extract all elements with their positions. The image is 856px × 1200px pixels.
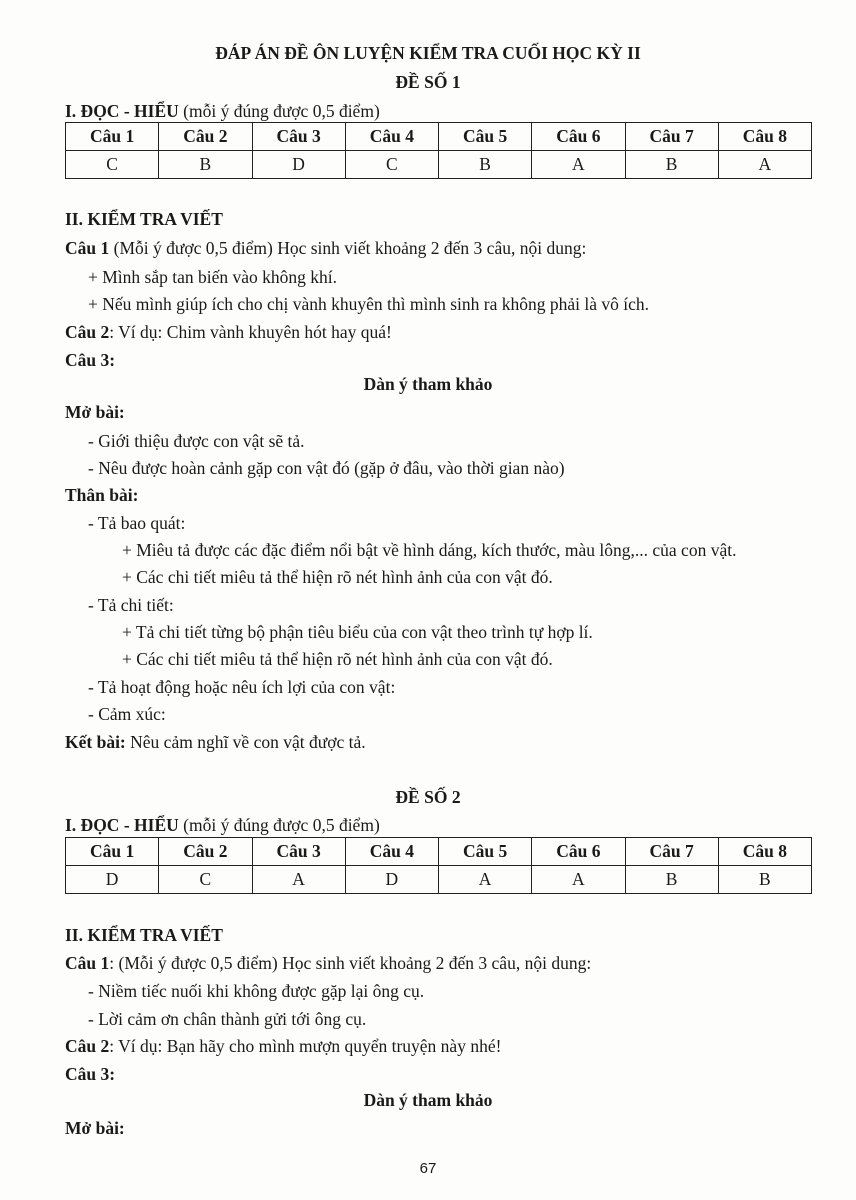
list-item: + Tả chi tiết từng bộ phận tiêu biểu của con vật theo trình tự hợp lí. [122, 622, 593, 642]
answer-cell: C [66, 151, 159, 179]
list-item: - Niềm tiếc nuối khi không được gặp lại ông cụ. [88, 981, 425, 1001]
table-header-cell: Câu 3 [252, 123, 345, 151]
list-item: + Mình sắp tan biến vào không khí. [88, 267, 338, 287]
de2-mo-bai-heading: Mở bài: [65, 1118, 125, 1138]
list-item: - Tả hoạt động hoặc nêu ích lợi của con vật: [88, 677, 396, 697]
page-title: ĐÁP ÁN ĐỀ ÔN LUYỆN KIỂM TRA CUỐI HỌC KỲ II [215, 43, 641, 63]
answer-cell: B [625, 151, 718, 179]
de1-question-3-label: Câu 3: [65, 350, 116, 370]
de2-question-3-label: Câu 3: [65, 1064, 116, 1084]
de2-question-1 [65, 952, 591, 974]
table-header-row [66, 838, 812, 866]
question-text: : (Mỗi ý được 0,5 điểm) Học sinh viết khoảng 2 đến 3 câu, nội dung: [109, 953, 592, 973]
table-header-cell: Câu 1 [66, 123, 159, 151]
de1-reading-section-title [65, 100, 380, 122]
list-item: - Tả chi tiết: [88, 595, 174, 615]
answer-cell: A [439, 866, 532, 894]
de2-heading: ĐỀ SỐ 2 [395, 787, 461, 807]
answer-cell: A [532, 866, 625, 894]
answer-cell: C [159, 866, 252, 894]
de2-writing-section-title: II. KIỂM TRA VIẾT [65, 925, 223, 945]
question-label: Câu 1 [65, 238, 110, 258]
list-item: - Tả bao quát: [88, 513, 186, 533]
table-header-cell: Câu 5 [439, 123, 532, 151]
de2-reading-note: (mỗi ý đúng được 0,5 điểm) [178, 815, 380, 835]
ket-bai-text: Nêu cảm nghĩ về con vật được tả. [125, 732, 366, 752]
answer-cell: A [252, 866, 345, 894]
table-header-cell: Câu 8 [718, 838, 811, 866]
question-text: : Ví dụ: Bạn hãy cho mình mượn quyển truyện này nhé! [109, 1036, 502, 1056]
table-header-cell: Câu 4 [345, 123, 438, 151]
list-item: - Cảm xúc: [88, 704, 166, 724]
de1-question-1 [65, 237, 586, 259]
table-header-cell: Câu 3 [252, 838, 345, 866]
table-header-cell: Câu 2 [159, 838, 252, 866]
de1-answer-table [65, 122, 812, 179]
de1-writing-section-title: II. KIỂM TRA VIẾT [65, 209, 223, 229]
de2-reading-label: I. ĐỌC - HIỂU [65, 815, 179, 835]
de1-reading-label: I. ĐỌC - HIỂU [65, 101, 179, 121]
table-row [66, 866, 812, 894]
page-number: 67 [419, 1160, 437, 1177]
answer-cell: A [718, 151, 811, 179]
de2-question-2 [65, 1035, 501, 1057]
question-text: : Ví dụ: Chim vành khuyên hót hay quá! [109, 322, 392, 342]
table-header-cell: Câu 2 [159, 123, 252, 151]
answer-cell: B [625, 866, 718, 894]
question-label: Câu 2 [65, 322, 110, 342]
list-item: - Lời cảm ơn chân thành gửi tới ông cụ. [88, 1009, 367, 1029]
question-text: (Mỗi ý được 0,5 điểm) Học sinh viết khoảng 2 đến 3 câu, nội dung: [109, 238, 587, 258]
question-label: Câu 1 [65, 953, 110, 973]
list-item: - Nêu được hoàn cảnh gặp con vật đó (gặp ở đâu, vào thời gian nào) [88, 458, 565, 478]
table-header-cell: Câu 4 [345, 838, 438, 866]
answer-cell: B [718, 866, 811, 894]
de1-question-2 [65, 321, 392, 343]
table-header-cell: Câu 5 [439, 838, 532, 866]
than-bai-heading: Thân bài: [65, 485, 139, 505]
table-row [66, 151, 812, 179]
ket-bai [65, 731, 366, 753]
table-header-cell: Câu 8 [718, 123, 811, 151]
list-item: + Các chi tiết miêu tả thể hiện rõ nét hình ảnh của con vật đó. [122, 567, 553, 587]
de2-answer-table [65, 837, 812, 894]
answer-cell: B [439, 151, 532, 179]
mo-bai-heading: Mở bài: [65, 402, 125, 422]
table-header-cell: Câu 6 [532, 838, 625, 866]
de1-outline-title: Dàn ý tham khảo [363, 374, 493, 394]
answer-cell: D [345, 866, 438, 894]
answer-cell: D [66, 866, 159, 894]
de2-outline-title: Dàn ý tham khảo [363, 1090, 493, 1110]
answer-cell: A [532, 151, 625, 179]
answer-cell: B [159, 151, 252, 179]
table-header-cell: Câu 6 [532, 123, 625, 151]
table-header-cell: Câu 7 [625, 838, 718, 866]
question-label: Câu 2 [65, 1036, 110, 1056]
table-header-cell: Câu 7 [625, 123, 718, 151]
list-item: + Miêu tả được các đặc điểm nổi bật về hình dáng, kích thước, màu lông,... của con vật. [122, 540, 737, 560]
answer-cell: C [345, 151, 438, 179]
list-item: - Giới thiệu được con vật sẽ tả. [88, 431, 305, 451]
de2-reading-section-title [65, 814, 380, 836]
list-item: + Nếu mình giúp ích cho chị vành khuyên thì mình sinh ra không phải là vô ích. [88, 294, 650, 314]
answer-cell: D [252, 151, 345, 179]
ket-bai-label: Kết bài: [65, 732, 126, 752]
list-item: + Các chi tiết miêu tả thể hiện rõ nét hình ảnh của con vật đó. [122, 649, 553, 669]
de1-reading-note: (mỗi ý đúng được 0,5 điểm) [178, 101, 380, 121]
table-header-row [66, 123, 812, 151]
de1-heading: ĐỀ SỐ 1 [395, 72, 461, 92]
table-header-cell: Câu 1 [66, 838, 159, 866]
